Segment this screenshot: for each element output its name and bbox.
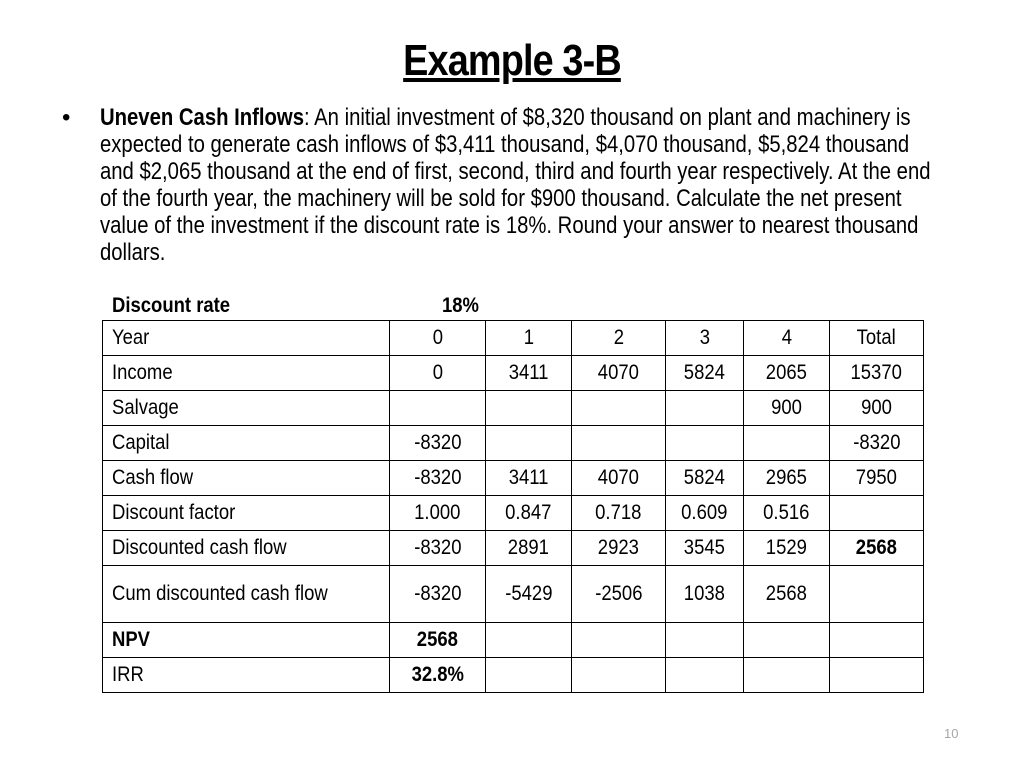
cell-text: 2568 [765, 582, 808, 605]
table-cell [390, 426, 486, 461]
cell-text: 15370 [850, 361, 903, 384]
cell-text: 2568 [855, 536, 898, 559]
table-cell [572, 356, 666, 391]
table-cell [486, 496, 572, 531]
discount-rate-value: 18% [442, 294, 479, 317]
cell-text: -8320 [413, 466, 462, 489]
cell-text: 2923 [597, 536, 640, 559]
table-cell [486, 461, 572, 496]
table-row [103, 391, 924, 426]
table-cell [830, 391, 924, 426]
table-cell [744, 461, 830, 496]
cell-text: Cum discounted cash flow [112, 582, 328, 605]
cell-text: Discounted cash flow [112, 536, 287, 559]
row-label-cell [103, 658, 390, 693]
table-cell [572, 531, 666, 566]
row-label-cell [103, 531, 390, 566]
cell-text: Capital [112, 431, 170, 454]
bullet-icon: • [62, 104, 71, 131]
table-cell [486, 531, 572, 566]
table-cell [572, 658, 666, 693]
table-cell [390, 391, 486, 426]
table-row [103, 461, 924, 496]
table-cell [486, 623, 572, 658]
table-row [103, 623, 924, 658]
cell-text: 0.516 [763, 501, 810, 524]
table-cell [390, 461, 486, 496]
cell-text: 5824 [683, 466, 726, 489]
table-cell [830, 356, 924, 391]
table-cell [572, 496, 666, 531]
cell-text: 900 [771, 396, 802, 419]
table-cell [572, 391, 666, 426]
cell-text: 3411 [508, 466, 549, 489]
cell-text: -5429 [504, 582, 553, 605]
cell-text: 1038 [683, 582, 726, 605]
table-row [103, 496, 924, 531]
slide-title: Example 3-B [403, 36, 621, 85]
table-row [103, 426, 924, 461]
table-cell [744, 623, 830, 658]
table-cell [830, 566, 924, 623]
cell-text: 900 [861, 396, 892, 419]
bullet-body: : An initial investment of $8,320 thousand on plant and machinery is expected to generate cash inflows of $3,411 thousand, $4,070 thousand, $5,824 thousand and $2,065 thousand at the end of first, second, third and fourth year respectively. At the end of the fourth year, the machinery will be sold for $900 thousand. Calculate the net present value of the investment if the discount rate is 18%. Round your answer to nearest thousand dollars. [100, 104, 931, 266]
table-row [103, 658, 924, 693]
table-cell [830, 531, 924, 566]
table-cell [830, 658, 924, 693]
cell-text: 1.000 [414, 501, 461, 524]
cell-text: -8320 [413, 582, 462, 605]
table-cell [744, 321, 830, 356]
cell-text: 5824 [683, 361, 726, 384]
table-row [103, 566, 924, 623]
cell-text: 2568 [416, 628, 459, 651]
row-label-cell [103, 356, 390, 391]
table-cell [830, 623, 924, 658]
row-label-cell [103, 391, 390, 426]
table-cell [666, 531, 744, 566]
cell-text: 2965 [765, 466, 808, 489]
cell-text: 4 [781, 326, 792, 349]
bullet-heading: Uneven Cash Inflows [100, 104, 304, 131]
table-cell [666, 356, 744, 391]
page-number: 10 [944, 726, 959, 741]
cell-text: 0 [432, 361, 443, 384]
table-cell [830, 461, 924, 496]
problem-statement [100, 104, 937, 266]
table-cell [830, 496, 924, 531]
table-cell [390, 356, 486, 391]
table-cell [666, 623, 744, 658]
table-cell [666, 658, 744, 693]
table-cell [666, 461, 744, 496]
row-label-cell [103, 426, 390, 461]
cell-text: 3545 [683, 536, 726, 559]
cell-text: 1 [523, 326, 534, 349]
cell-text: 7950 [855, 466, 898, 489]
table-cell [666, 391, 744, 426]
cell-text: Income [112, 361, 173, 384]
cell-text: 2065 [765, 361, 808, 384]
table-cell [486, 391, 572, 426]
table-cell [744, 496, 830, 531]
table-cell [486, 566, 572, 623]
table-cell [486, 321, 572, 356]
table-cell [390, 531, 486, 566]
table-cell [744, 658, 830, 693]
table-cell [666, 566, 744, 623]
row-label-cell [103, 321, 390, 356]
table-row [103, 321, 924, 356]
cell-text: 2 [613, 326, 624, 349]
cell-text: Salvage [112, 396, 179, 419]
npv-table [102, 320, 924, 693]
table-cell [744, 426, 830, 461]
cell-text: Year [112, 326, 150, 349]
table-cell [744, 531, 830, 566]
cell-text: -8320 [852, 431, 901, 454]
cell-text: 0.718 [595, 501, 642, 524]
table-cell [390, 623, 486, 658]
cell-text: Discount factor [112, 501, 236, 524]
table-cell [572, 321, 666, 356]
table-cell [572, 461, 666, 496]
table-cell [666, 426, 744, 461]
cell-text: 0.847 [505, 501, 552, 524]
table-cell [830, 426, 924, 461]
discount-rate-label: Discount rate [112, 294, 231, 317]
row-label-cell [103, 566, 390, 623]
cell-text: 4070 [597, 361, 640, 384]
cell-text: -8320 [413, 431, 462, 454]
row-label-cell [103, 461, 390, 496]
table-cell [390, 566, 486, 623]
table-cell [390, 658, 486, 693]
table-row [103, 356, 924, 391]
cell-text: 32.8% [411, 663, 464, 686]
table-cell [666, 496, 744, 531]
table-row [103, 531, 924, 566]
table-cell [390, 496, 486, 531]
cell-text: 1529 [765, 536, 808, 559]
cell-text: -2506 [594, 582, 643, 605]
table-cell [830, 321, 924, 356]
cell-text: 3411 [508, 361, 549, 384]
table-cell [486, 658, 572, 693]
table-cell [486, 356, 572, 391]
cell-text: NPV [112, 628, 151, 651]
cell-text: 4070 [597, 466, 640, 489]
cell-text: 0.609 [681, 501, 728, 524]
table-cell [572, 566, 666, 623]
cell-text: 3 [699, 326, 710, 349]
table-cell [666, 321, 744, 356]
cell-text: Cash flow [112, 466, 194, 489]
table-cell [486, 426, 572, 461]
cell-text: 2891 [507, 536, 550, 559]
row-label-cell [103, 496, 390, 531]
table-cell [572, 623, 666, 658]
row-label-cell [103, 623, 390, 658]
table-cell [744, 391, 830, 426]
table-cell [744, 356, 830, 391]
cell-text: -8320 [413, 536, 462, 559]
cell-text: IRR [112, 663, 144, 686]
table-cell [390, 321, 486, 356]
cell-text: Total [856, 326, 897, 349]
table-cell [572, 426, 666, 461]
cell-text: 0 [432, 326, 443, 349]
table-cell [744, 566, 830, 623]
